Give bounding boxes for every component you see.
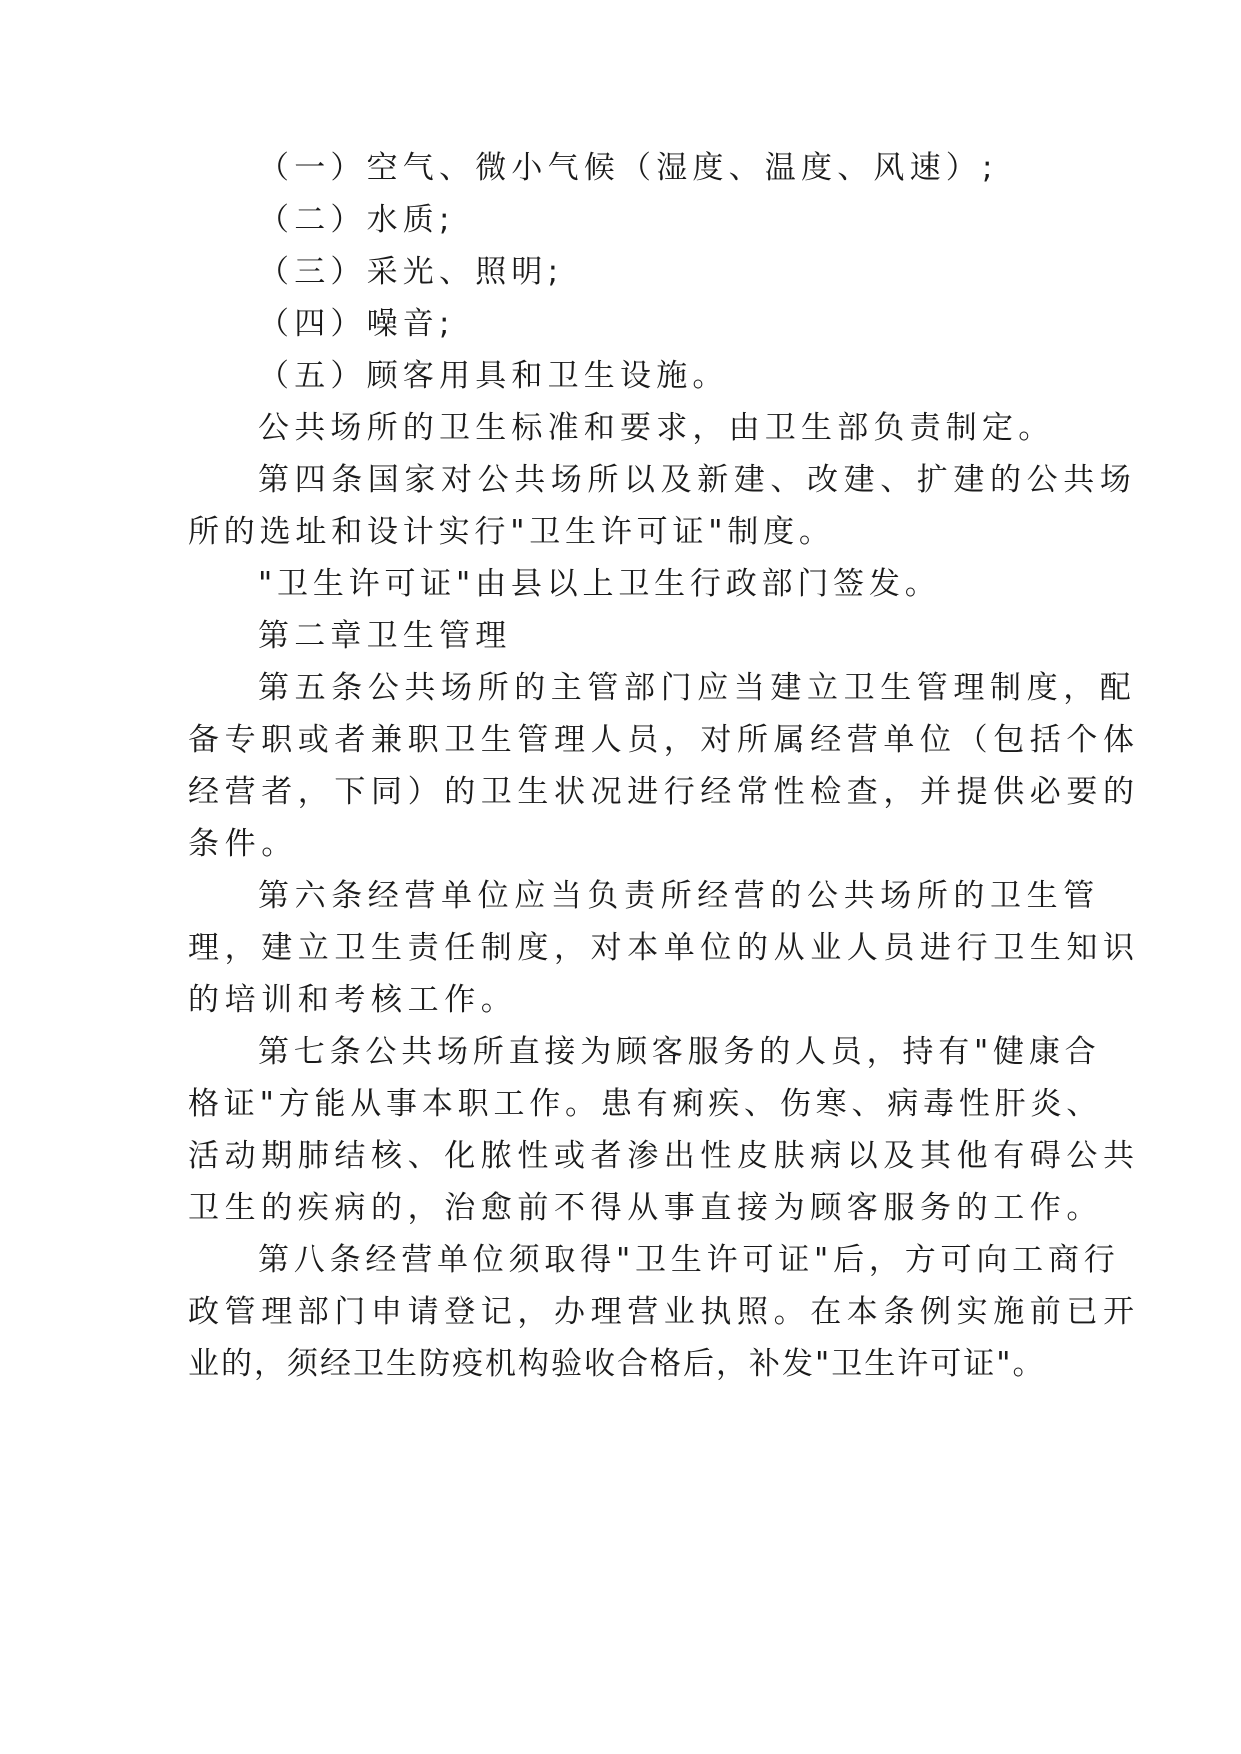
paragraph-standards: 公共场所的卫生标准和要求，由卫生部负责制定。 <box>258 410 1055 446</box>
chapter-title: 第二章卫生管理 <box>258 618 512 654</box>
article-7-line-4: 卫生的疾病的，治愈前不得从事直接为顾客服务的工作。 <box>188 1190 1103 1226</box>
list-item-noise: （四）噪音; <box>258 306 455 342</box>
article-8-line-1: 第八条经营单位须取得"卫生许可证"后，方可向工商行 <box>258 1242 1120 1278</box>
article-7-line-1: 第七条公共场所直接为顾客服务的人员，持有"健康合 <box>258 1034 1101 1070</box>
article-7-line-3: 活动期肺结核、化脓性或者渗出性皮肤病以及其他有碍公共 <box>188 1138 1140 1174</box>
list-item-water: （二）水质; <box>258 202 455 238</box>
article-4-line-2: 所的选址和设计实行"卫生许可证"制度。 <box>188 514 835 550</box>
list-item-facilities: （五）顾客用具和卫生设施。 <box>258 358 729 394</box>
article-5-line-1: 第五条公共场所的主管部门应当建立卫生管理制度，配 <box>258 670 1137 706</box>
article-7-line-2: 格证"方能从事本职工作。患有痢疾、伤寒、病毒性肝炎、 <box>188 1086 1103 1122</box>
list-item-air: （一）空气、微小气候（湿度、温度、风速）; <box>258 150 998 186</box>
article-5-line-4: 条件。 <box>188 826 298 862</box>
permit-issuance: "卫生许可证"由县以上卫生行政部门签发。 <box>258 566 941 602</box>
article-6-line-3: 的培训和考核工作。 <box>188 982 518 1018</box>
article-5-line-2: 备专职或者兼职卫生管理人员，对所属经营单位（包括个体 <box>188 722 1140 758</box>
article-8-line-3: 业的，须经卫生防疫机构验收合格后，补发"卫生许可证"。 <box>188 1346 1046 1382</box>
article-6-line-2: 理，建立卫生责任制度，对本单位的从业人员进行卫生知识 <box>188 930 1140 966</box>
article-6-line-1: 第六条经营单位应当负责所经营的公共场所的卫生管 <box>258 878 1100 914</box>
article-5-line-3: 经营者，下同）的卫生状况进行经常性检查，并提供必要的 <box>188 774 1140 810</box>
list-item-lighting: （三）采光、照明; <box>258 254 564 290</box>
article-4-line-1: 第四条国家对公共场所以及新建、改建、扩建的公共场 <box>258 462 1137 498</box>
article-8-line-2: 政管理部门申请登记，办理营业执照。在本条例实施前已开 <box>188 1294 1140 1330</box>
